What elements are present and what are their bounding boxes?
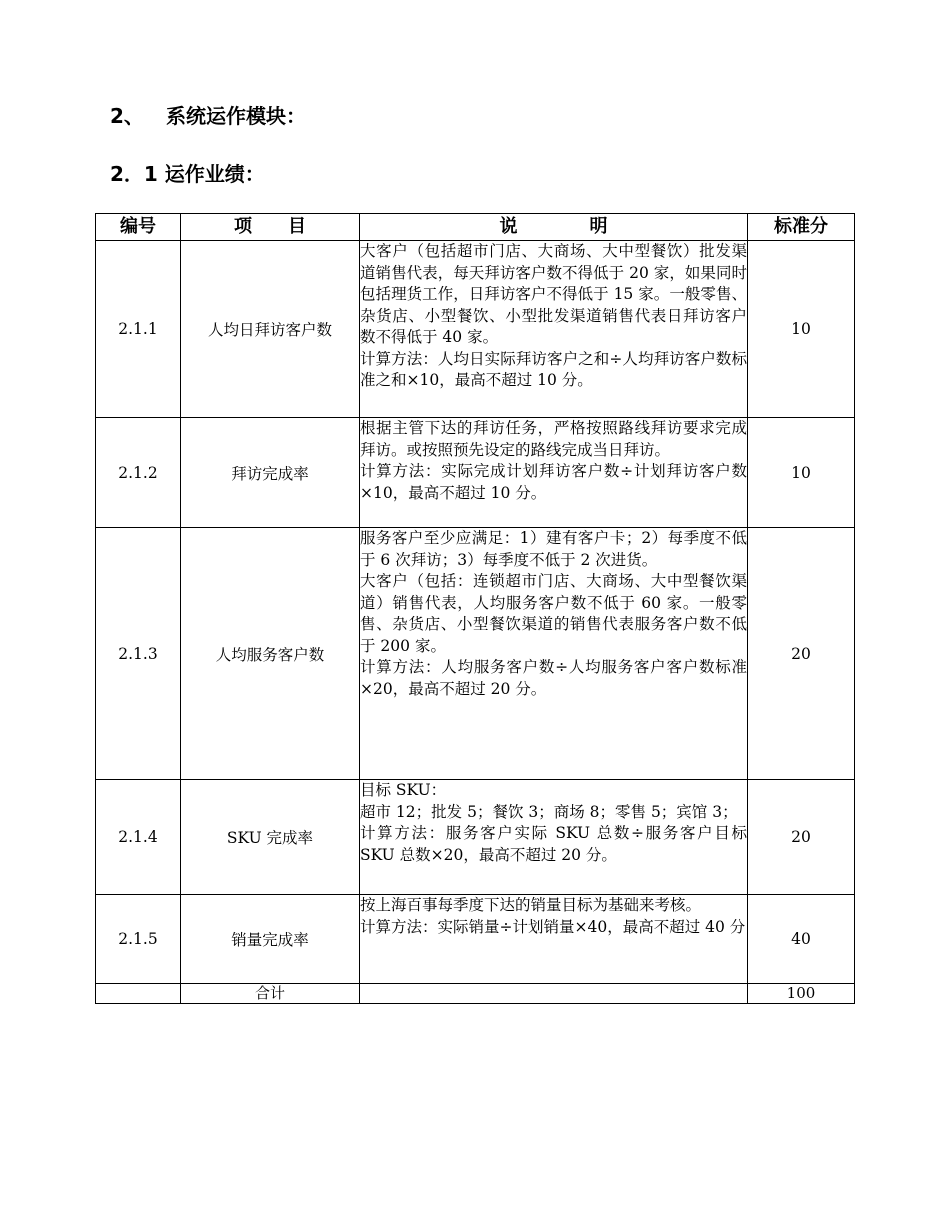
description-paragraph: 计算方法：实际销量÷计划销量×40，最高不超过 40 分 bbox=[360, 917, 746, 936]
row-description bbox=[360, 895, 748, 984]
row-description bbox=[360, 780, 748, 895]
table-row bbox=[96, 780, 855, 895]
description-paragraph: 超市 12；批发 5；餐饮 3；商场 8；零售 5；宾馆 3； bbox=[360, 802, 738, 821]
table-row bbox=[96, 895, 855, 984]
table-row bbox=[96, 528, 855, 780]
description-paragraph: 按上海百事每季度下达的销量目标为基础来考核。 bbox=[360, 896, 702, 914]
header-item: 项 目 bbox=[181, 214, 360, 241]
header-description: 说 明 bbox=[360, 214, 748, 241]
row-item: 拜访完成率 bbox=[181, 418, 360, 528]
description-paragraph: 服务客户至少应满足：1）建有客户卡；2）每季度不低于 6 次拜访；3）每季度不低于 2 次进货。 bbox=[360, 529, 747, 569]
row-item: 人均日拜访客户数 bbox=[181, 241, 360, 418]
section-title: 系统运作模块： bbox=[166, 104, 306, 128]
description-paragraph: 计算方法：人均日实际拜访客户之和÷人均拜访客户数标准之和×10，最高不超过 10 分。 bbox=[360, 349, 747, 389]
row-score: 20 bbox=[748, 528, 855, 780]
description-paragraph: 大客户（包括：连锁超市门店、大商场、大中型餐饮渠道）销售代表，人均服务客户数不低于 60 家。一般零售、杂货店、小型餐饮渠道的销售代表服务客户数不低于 200 家。 bbox=[360, 572, 747, 655]
row-number: 2.1.5 bbox=[96, 895, 181, 984]
total-label: 合计 bbox=[181, 984, 360, 1004]
description-paragraph: 大客户（包括超市门店、大商场、大中型餐饮）批发渠道销售代表，每天拜访客户数不得低于 20 家，如果同时包括理货工作，日拜访客户不得低于 15 家。一般零售、杂货店、小型餐饮、小型批发渠道销售代表日拜访客户数不得低于 40 家。 bbox=[360, 242, 747, 346]
description-paragraph: 根据主管下达的拜访任务，严格按照路线拜访要求完成拜访。或按照预先设定的路线完成当日拜访。 bbox=[360, 419, 747, 459]
row-description bbox=[360, 528, 748, 780]
description-paragraph: 目标 SKU： bbox=[360, 781, 447, 799]
table-header-row bbox=[96, 214, 855, 241]
row-item: SKU 完成率 bbox=[181, 780, 360, 895]
section-heading bbox=[110, 104, 306, 128]
table-row bbox=[96, 418, 855, 528]
row-score: 10 bbox=[748, 241, 855, 418]
row-number: 2.1.1 bbox=[96, 241, 181, 418]
performance-table bbox=[95, 213, 855, 1004]
description-paragraph: 计算方法：人均服务客户数÷人均服务客户客户数标准×20，最高不超过 20 分。 bbox=[360, 658, 747, 698]
row-score: 10 bbox=[748, 418, 855, 528]
row-description bbox=[360, 418, 748, 528]
row-description bbox=[360, 241, 748, 418]
header-number: 编号 bbox=[96, 214, 181, 241]
header-standard-score: 标准分 bbox=[748, 214, 855, 241]
row-number: 2.1.4 bbox=[96, 780, 181, 895]
row-number: 2.1.3 bbox=[96, 528, 181, 780]
row-item: 人均服务客户数 bbox=[181, 528, 360, 780]
description-paragraph: 计算方法：服务客户实际 SKU 总数÷服务客户目标 SKU 总数×20，最高不超过 20 分。 bbox=[360, 824, 747, 864]
total-description bbox=[360, 984, 748, 1004]
section-number: 2、 bbox=[110, 104, 144, 128]
total-number bbox=[96, 984, 181, 1004]
total-score: 100 bbox=[748, 984, 855, 1004]
subsection-heading: 2．1 运作业绩： bbox=[110, 162, 265, 186]
row-item: 销量完成率 bbox=[181, 895, 360, 984]
row-score: 40 bbox=[748, 895, 855, 984]
row-score: 20 bbox=[748, 780, 855, 895]
table-row bbox=[96, 241, 855, 418]
total-row bbox=[96, 984, 855, 1004]
description-paragraph: 计算方法：实际完成计划拜访客户数÷计划拜访客户数×10，最高不超过 10 分。 bbox=[360, 462, 747, 502]
row-number: 2.1.2 bbox=[96, 418, 181, 528]
